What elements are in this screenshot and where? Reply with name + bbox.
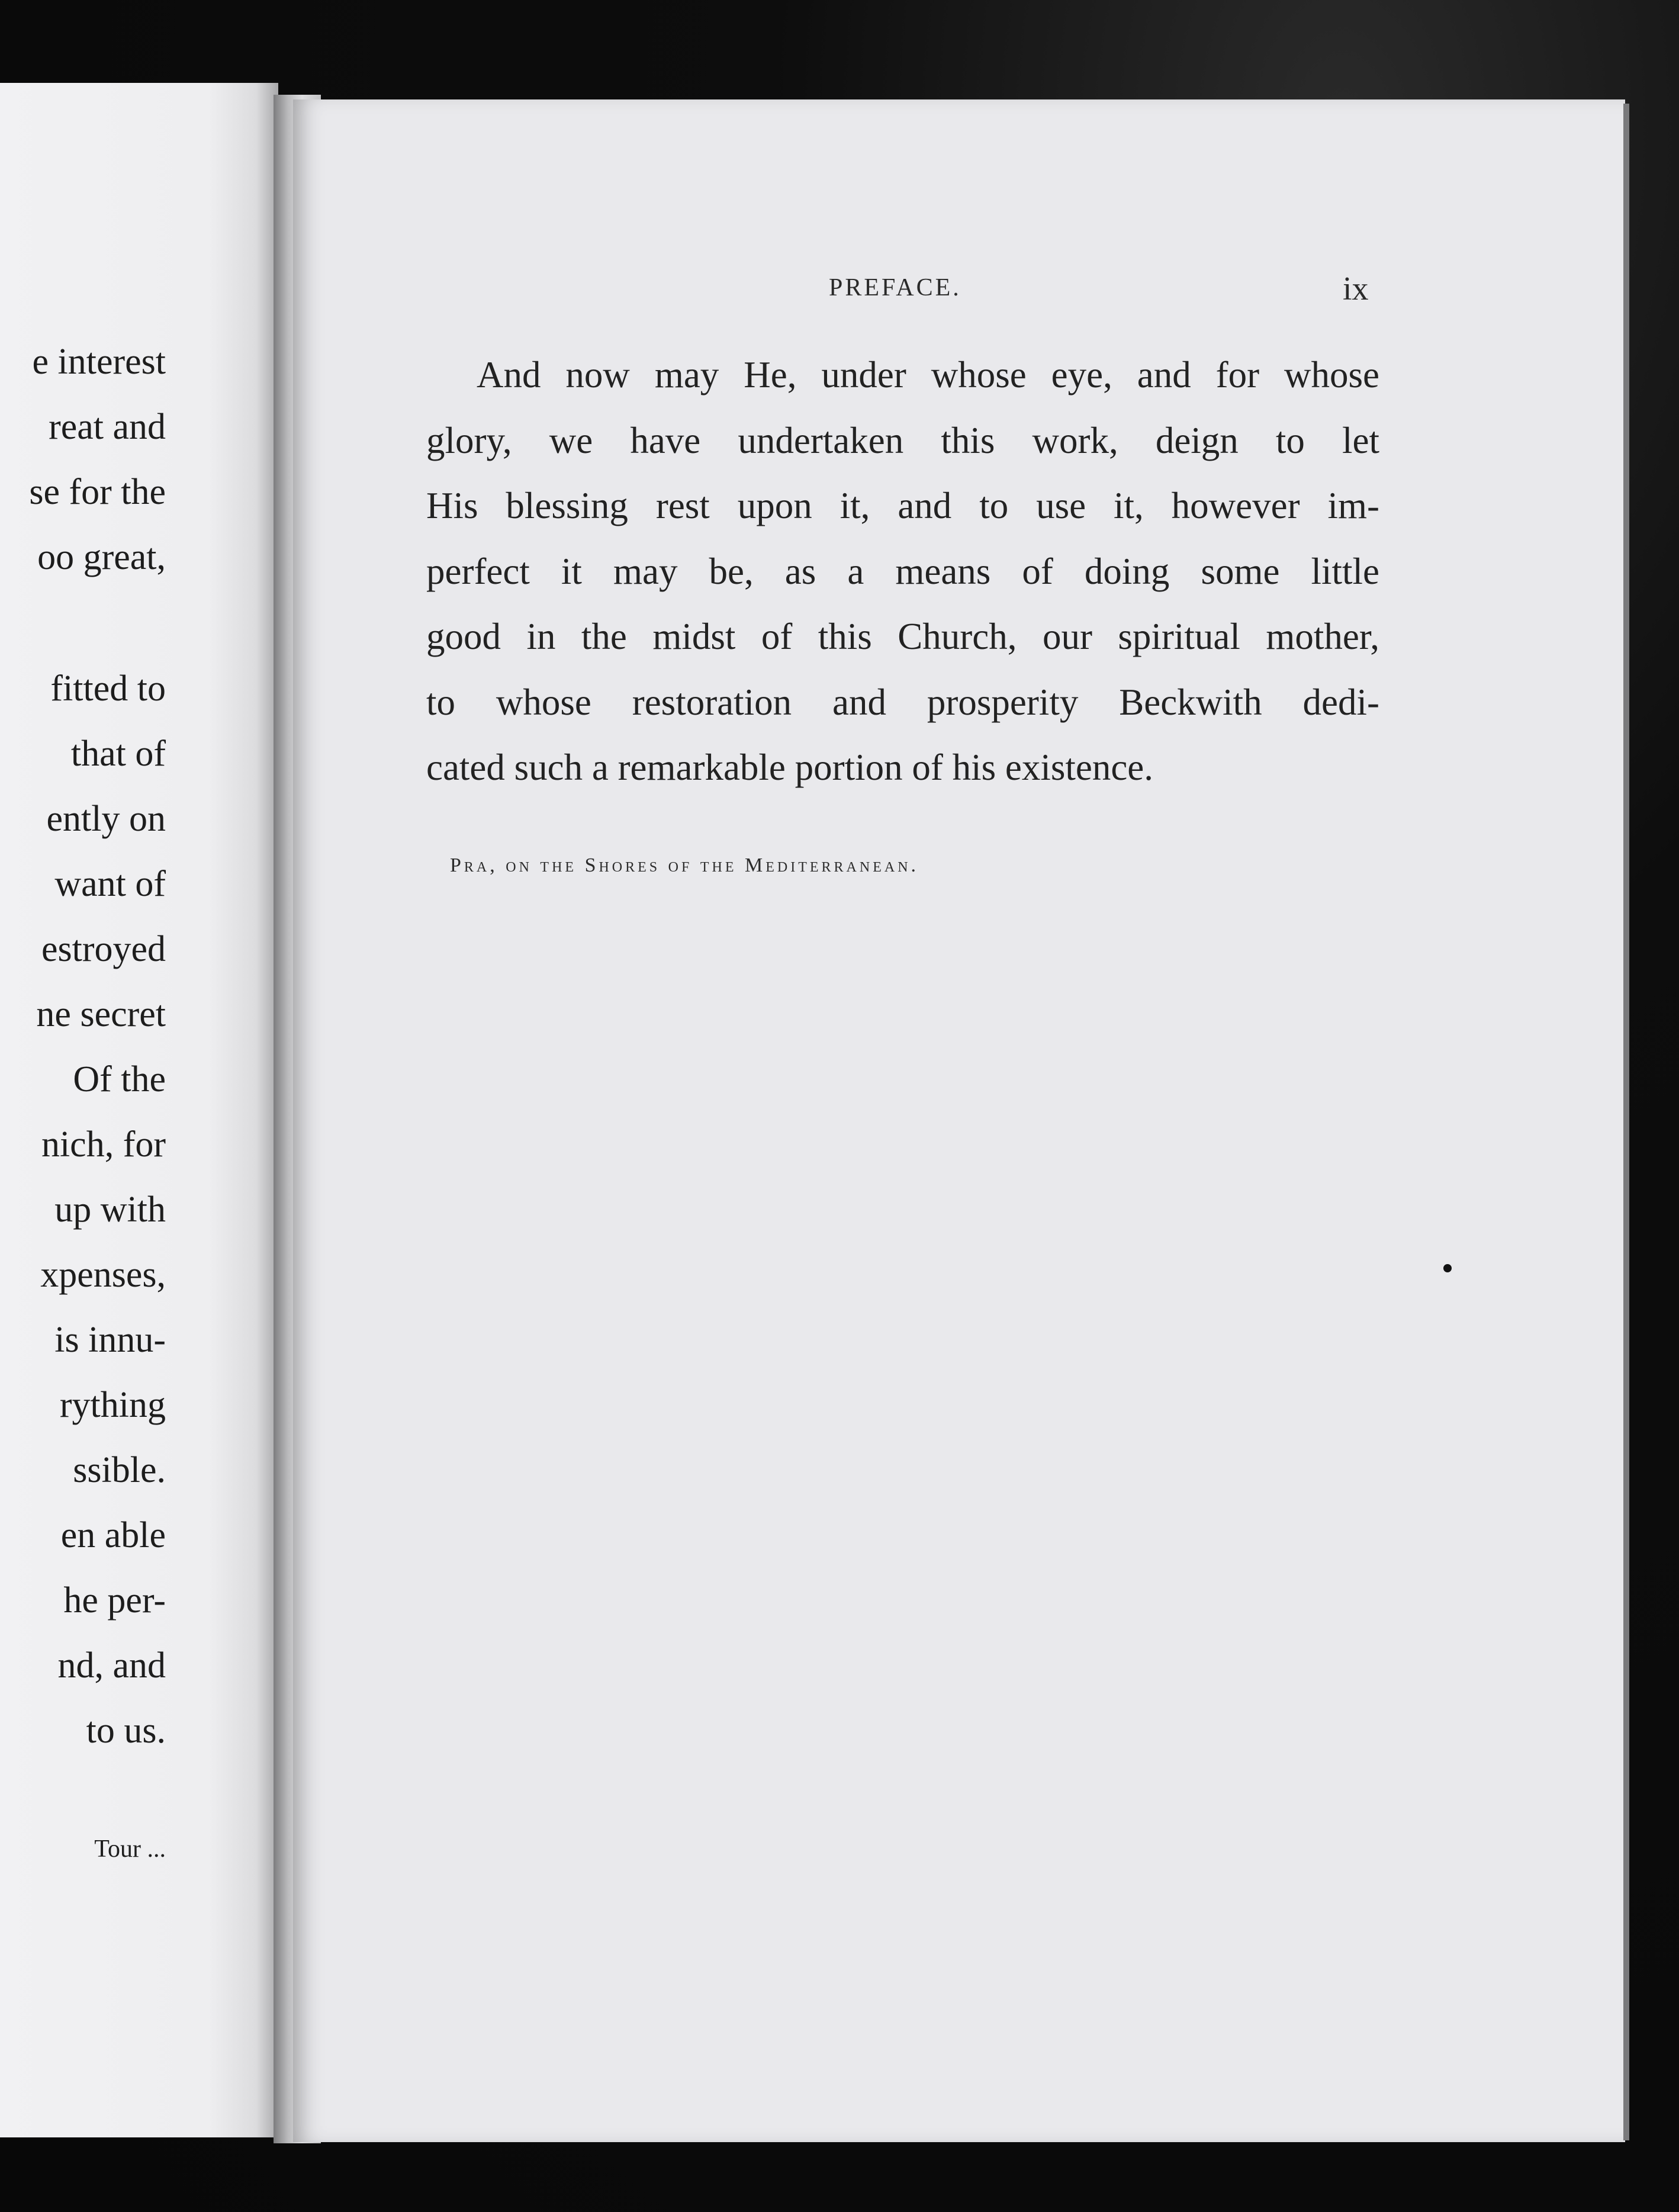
left-page-line: he per- — [63, 1580, 166, 1621]
paragraph-line: And now may He, under whose eye, and for whose — [477, 354, 1379, 396]
left-page-line: rything — [59, 1385, 166, 1425]
left-page-line: to us. — [86, 1711, 166, 1751]
left-page-line: fitted to — [50, 668, 166, 709]
paragraph-line: perfect it may be, as a means of doing some little — [426, 550, 1379, 592]
left-page-line: is innu- — [54, 1320, 166, 1360]
left-page-line: xpenses, — [40, 1255, 166, 1295]
left-page-line: nich, for — [41, 1124, 166, 1165]
left-page-line: oo great, — [37, 537, 166, 577]
paragraph-line: to whose restoration and prosperity Beckwith dedi- — [426, 681, 1379, 723]
left-page-line: up with — [54, 1189, 166, 1230]
left-page-line: nd, and — [57, 1645, 166, 1686]
ink-speck — [1443, 1264, 1452, 1272]
left-page-line: se for the — [29, 472, 166, 512]
preface-paragraph — [426, 342, 1379, 800]
paragraph-line: glory, we have undertaken this work, deign to let — [426, 419, 1379, 461]
left-page-line: ssible. — [73, 1450, 166, 1490]
paragraph-line: His blessing rest upon it, and to use it, however im- — [426, 485, 1379, 526]
running-head: PREFACE. — [829, 274, 961, 301]
left-page-line: ne secret — [36, 994, 166, 1034]
left-page-footnote: Tour ... — [94, 1835, 166, 1863]
place-signature: Pra, on the Shores of the Mediterranean. — [450, 854, 919, 876]
left-page-line: en able — [60, 1515, 166, 1555]
left-facing-page — [0, 83, 278, 2137]
left-page-line: ently on — [46, 799, 166, 839]
page-edge — [1623, 104, 1629, 2140]
paragraph-line: good in the midst of this Church, our spiritual mother, — [426, 616, 1379, 657]
paragraph-line: cated such a remarkable portion of his existence. — [426, 747, 1154, 788]
left-page-line: want of — [54, 864, 166, 904]
left-page-line: that of — [70, 734, 166, 774]
left-page-line: reat and — [49, 407, 166, 447]
page-number: ix — [1343, 271, 1369, 307]
left-page-line: Of the — [73, 1059, 166, 1099]
left-page-line: estroyed — [41, 929, 166, 969]
left-page-line: e interest — [32, 342, 166, 382]
